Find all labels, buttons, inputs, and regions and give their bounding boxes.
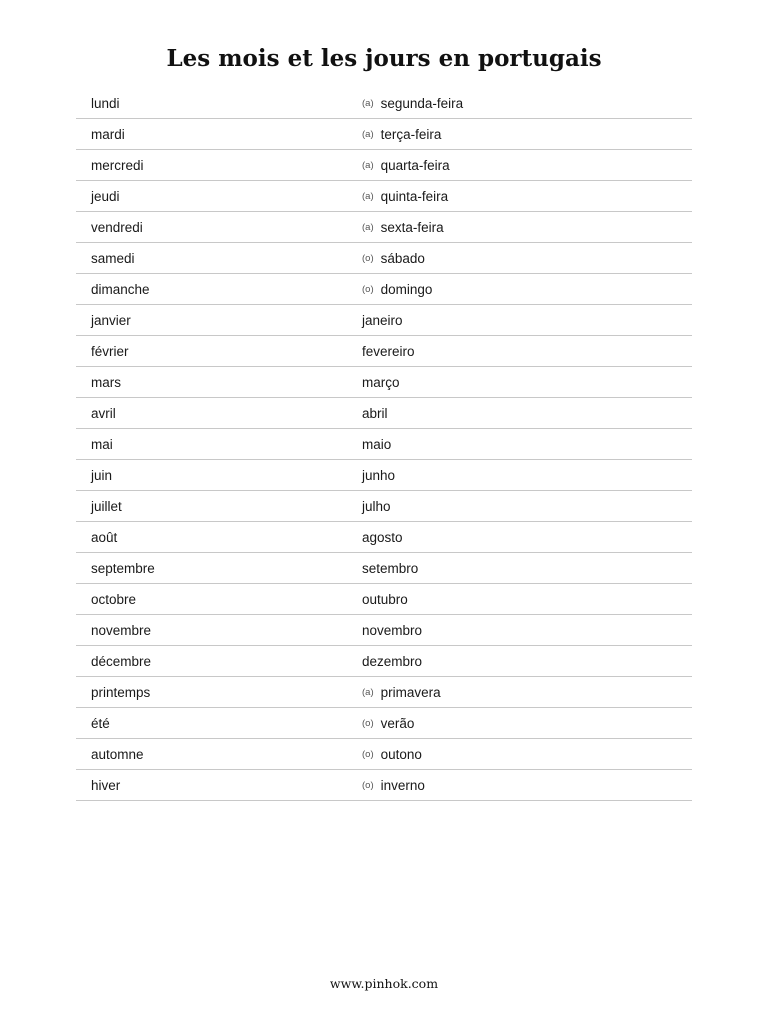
portuguese-word: verão [380,715,415,731]
table-row [76,615,692,646]
french-word: mars [91,374,121,390]
portuguese-word: maio [362,436,392,452]
french-word: jeudi [91,188,120,204]
french-word: mercredi [91,157,144,173]
article-label: (a) [362,190,374,202]
french-word: automne [91,746,144,762]
portuguese-word: junho [362,467,396,483]
portuguese-word: dezembro [362,653,423,669]
portuguese-cell [346,561,692,576]
french-word: dimanche [91,281,150,297]
portuguese-word: sábado [380,250,425,266]
french-word: mai [91,436,113,452]
portuguese-cell [346,437,692,452]
vocabulary-table [76,88,692,801]
table-row [76,770,692,801]
portuguese-cell [346,747,692,762]
french-word: novembre [91,622,152,638]
article-label: (a) [362,159,374,171]
page-title: Les mois et les jours en portugais [166,45,602,72]
table-row [76,212,692,243]
portuguese-cell [346,282,692,297]
portuguese-cell [346,127,692,142]
french-word: décembre [91,653,152,669]
portuguese-word: setembro [362,560,419,576]
portuguese-cell [346,406,692,421]
portuguese-cell [346,158,692,173]
table-row [76,119,692,150]
footer-url: www.pinhok.com [329,976,439,991]
portuguese-cell [346,189,692,204]
portuguese-cell [346,96,692,111]
portuguese-word: terça-feira [380,126,442,142]
table-row [76,491,692,522]
french-word: hiver [91,777,121,793]
portuguese-cell [346,468,692,483]
portuguese-word: janeiro [362,312,403,328]
article-label: (o) [362,717,374,729]
portuguese-word: domingo [380,281,433,297]
table-row [76,367,692,398]
portuguese-word: abril [362,405,388,421]
portuguese-word: novembro [362,622,423,638]
table-row [76,522,692,553]
portuguese-cell [346,499,692,514]
portuguese-cell [346,220,692,235]
table-row [76,88,692,119]
french-word: octobre [91,591,137,607]
article-label: (o) [362,252,374,264]
portuguese-cell [346,344,692,359]
portuguese-word: inverno [380,777,425,793]
french-word: juin [91,467,113,483]
french-word: avril [91,405,116,421]
french-word: lundi [91,95,120,111]
portuguese-word: fevereiro [362,343,415,359]
portuguese-word: março [362,374,400,390]
table-row [76,677,692,708]
portuguese-word: julho [362,498,391,514]
table-row [76,181,692,212]
portuguese-cell [346,685,692,700]
table-row [76,584,692,615]
table-row [76,274,692,305]
french-word: été [91,715,110,731]
table-row [76,708,692,739]
article-label: (a) [362,221,374,233]
table-row [76,646,692,677]
french-word: janvier [91,312,131,328]
portuguese-cell [346,313,692,328]
table-row [76,429,692,460]
french-word: août [91,529,118,545]
french-word: printemps [91,684,151,700]
table-row [76,305,692,336]
french-word: samedi [91,250,135,266]
table-row [76,553,692,584]
article-label: (a) [362,128,374,140]
portuguese-word: agosto [362,529,403,545]
table-row [76,243,692,274]
table-row [76,460,692,491]
article-label: (a) [362,686,374,698]
table-row [76,336,692,367]
portuguese-word: quinta-feira [380,188,449,204]
french-word: février [91,343,129,359]
portuguese-cell [346,778,692,793]
portuguese-word: sexta-feira [380,219,444,235]
portuguese-cell [346,592,692,607]
article-label: (a) [362,97,374,109]
french-word: mardi [91,126,125,142]
portuguese-word: outubro [362,591,408,607]
french-word: juillet [91,498,122,514]
table-row [76,150,692,181]
portuguese-cell [346,530,692,545]
portuguese-cell [346,716,692,731]
table-row [76,739,692,770]
table-row [76,398,692,429]
portuguese-word: outono [380,746,422,762]
french-word: vendredi [91,219,143,235]
portuguese-word: quarta-feira [380,157,450,173]
portuguese-cell [346,654,692,669]
portuguese-cell [346,251,692,266]
portuguese-cell [346,375,692,390]
portuguese-word: segunda-feira [380,95,464,111]
portuguese-word: primavera [380,684,441,700]
article-label: (o) [362,779,374,791]
portuguese-cell [346,623,692,638]
french-word: septembre [91,560,155,576]
article-label: (o) [362,283,374,295]
article-label: (o) [362,748,374,760]
